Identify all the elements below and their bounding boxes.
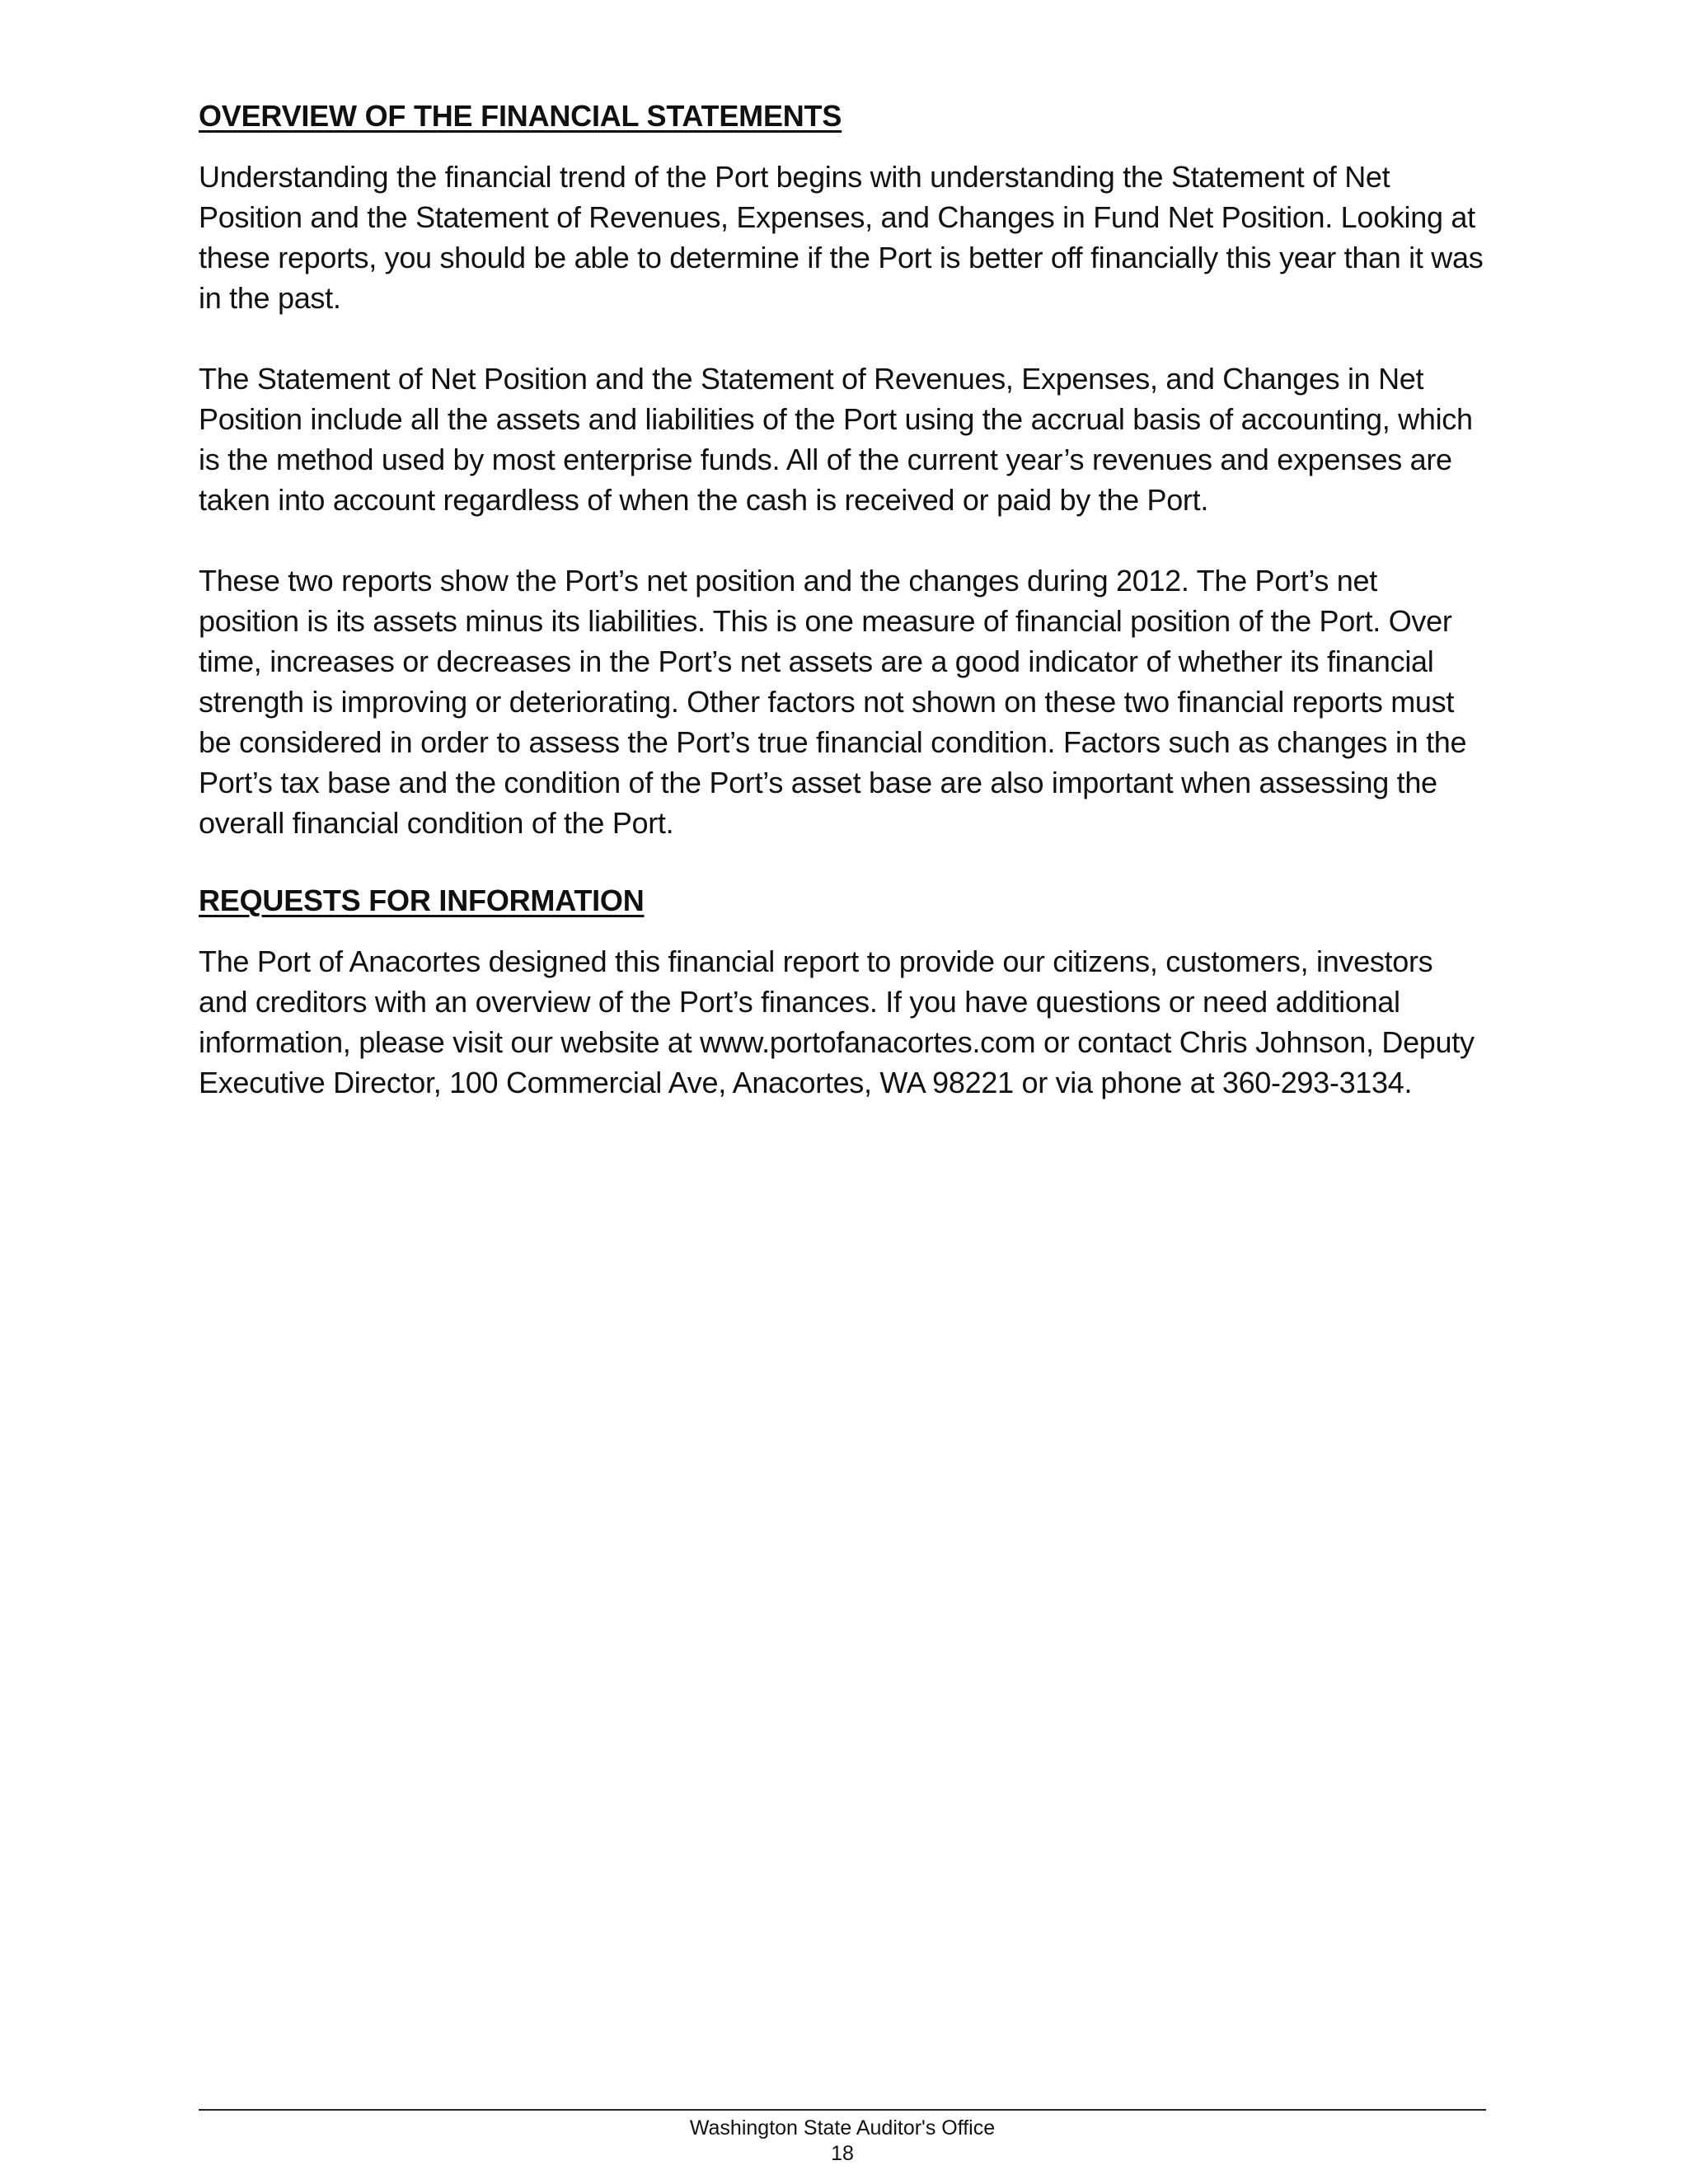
section-overview xyxy=(199,97,1484,843)
section-heading-overview: OVERVIEW OF THE FINANCIAL STATEMENTS xyxy=(199,99,842,133)
paragraph-overview-1: Understanding the financial trend of the Port begins with understanding the Statement of Net Position and the Statement of Revenues, Expenses, and Changes in Fund Net Position. Looking at these reports, you should be able to determine if the Port is better off financially this year than it was in the past. xyxy=(199,160,1484,315)
page-number: 18 xyxy=(831,2142,854,2165)
paragraph-overview-2: The Statement of Net Position and the Statement of Revenues, Expenses, and Changes in Net Position include all the assets and liabilities of the Port using the accrual basis of accounting, which is the method used by most enterprise funds. All of the current year’s revenues and expenses are taken into account regardless of when the cash is received or paid by the Port. xyxy=(199,362,1473,517)
footer-office-name: Washington State Auditor's Office xyxy=(689,2116,996,2139)
paragraph-overview-3: These two reports show the Port’s net position and the changes during 2012. The Port’s net position is its assets minus its liabilities. This is one measure of financial position of the Port. Over time, increases or decreases in the Port’s net assets are a good indicator of whether its financial strength is improving or deteriorating. Other factors not shown on these two financial reports must be considered in order to assess the Port’s true financial condition. Factors such as changes in the Port’s tax base and the condition of the Port’s asset base are also important when assessing the overall financial condition of the Port. xyxy=(199,564,1467,840)
section-spacer xyxy=(199,843,1484,882)
footer-divider xyxy=(199,2109,1486,2111)
section-heading-requests: REQUESTS FOR INFORMATION xyxy=(199,883,645,917)
section-requests xyxy=(199,882,1484,1103)
document-body xyxy=(199,97,1484,1103)
paragraph-requests-1: The Port of Anacortes designed this financial report to provide our citizens, customers, investors and creditors with an overview of the Port’s finances. If you have questions or need additional information, please visit our website at www.portofanacortes.com or contact Chris Johnson, Deputy Executive Director, 100 Commercial Ave, Anacortes, WA 98221 or via phone at 360-293-3134. xyxy=(199,944,1475,1099)
